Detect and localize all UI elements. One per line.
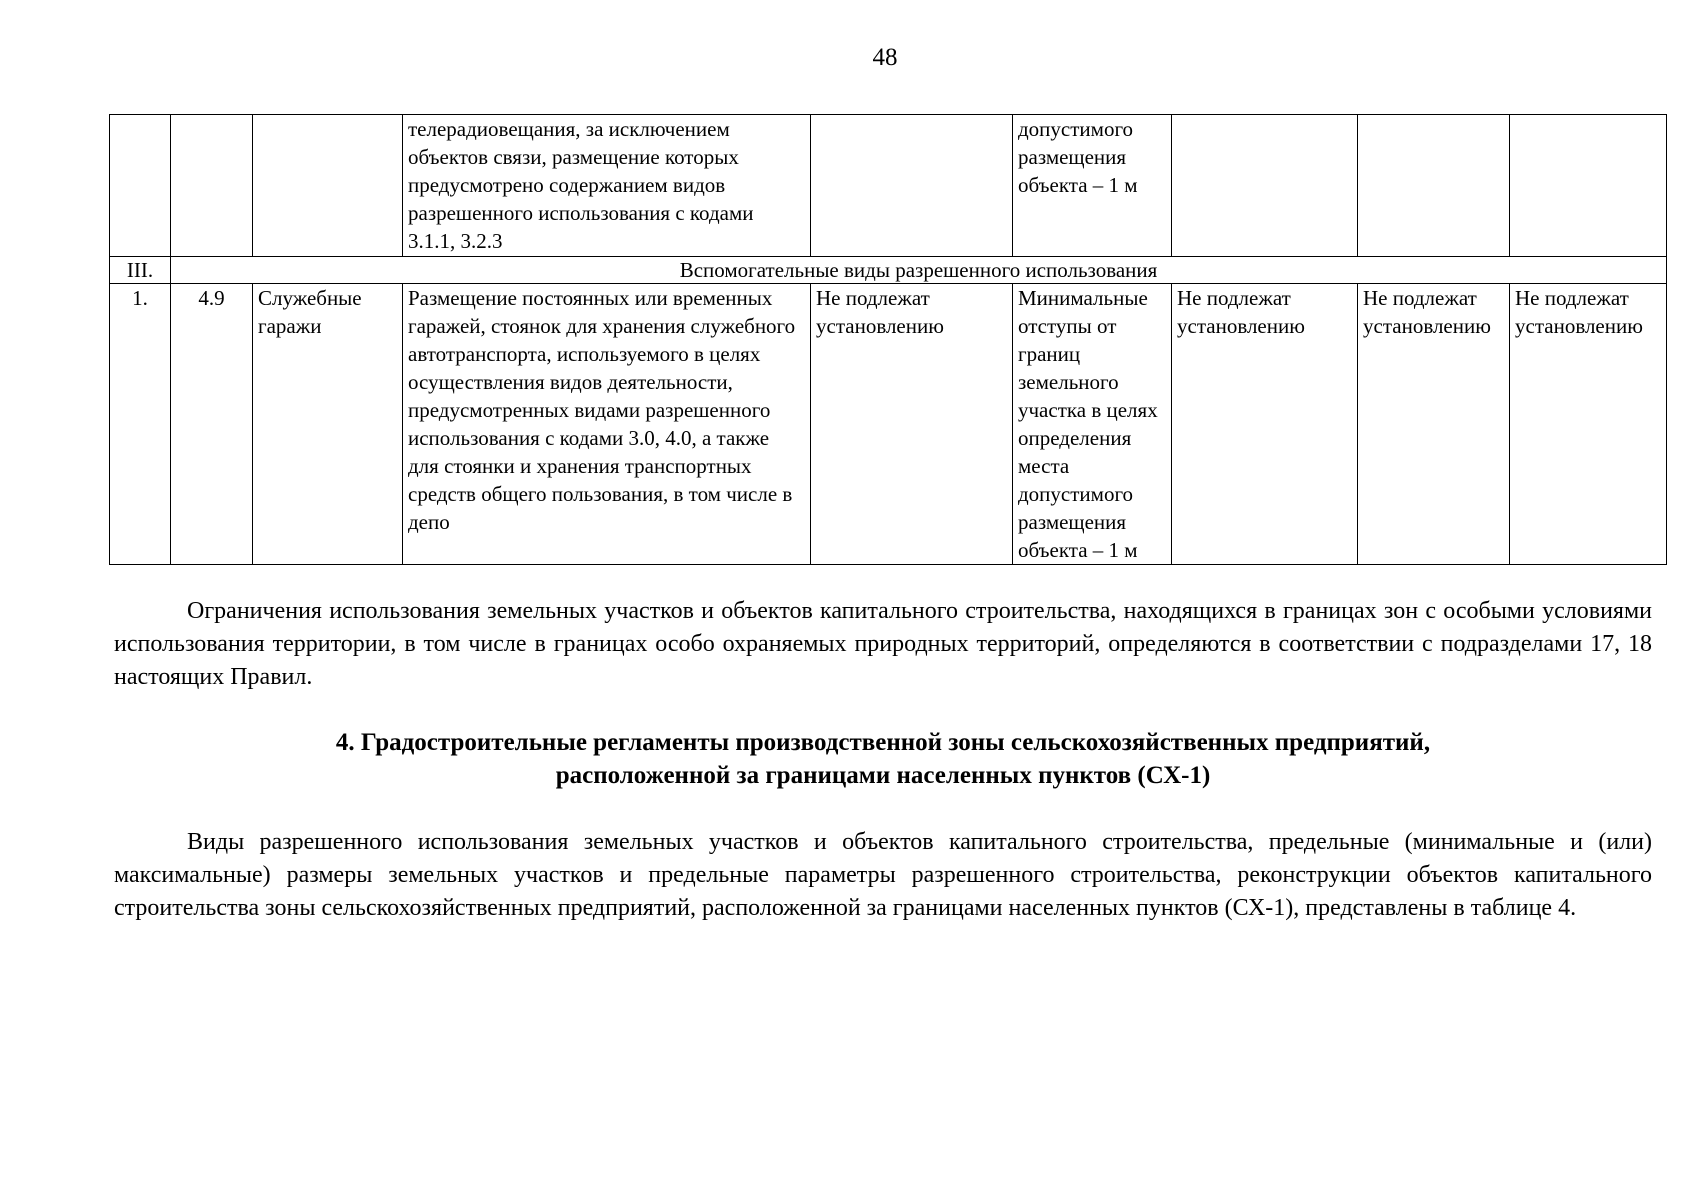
table-cell: [811, 115, 1013, 257]
section-title: Вспомогательные виды разрешенного использования: [171, 257, 1667, 284]
table-row: [110, 284, 1667, 565]
use-name-cell: Служебные гаражи: [253, 284, 403, 565]
table-row-section: [110, 257, 1667, 284]
table-cell: Не подлежат установлению: [811, 284, 1013, 565]
table-cell: Не подлежат установлению: [1510, 284, 1667, 565]
row-number-cell: 1.: [110, 284, 171, 565]
table-row-continued: [110, 115, 1667, 257]
table-cell: Не подлежат установлению: [1172, 284, 1358, 565]
section-heading-line-1: 4. Градостроительные регламенты производственной зоны сельскохозяйственных предприятий,: [335, 729, 1431, 756]
table-cell: Минимальные отступы от границ земельного участка в целях определения места допустимого размещения объекта – 1 м: [1013, 284, 1172, 565]
description-cell: Размещение постоянных или временных гаражей, стоянок для хранения служебного автотранспорта, используемого в целях осуществления видов деятельности, предусмотренных видами разрешенного использования с кодами 3.0, 4.0, а также для стоянки и хранения транспортных средств общего пользования, в том числе в депо: [403, 284, 811, 565]
section-heading-line-2: расположенной за границами населенных пунктов (СХ-1): [555, 762, 1211, 789]
section-heading: [114, 726, 1652, 792]
table-cell: [110, 115, 171, 257]
table-cell: [1510, 115, 1667, 257]
table-cell: [1358, 115, 1510, 257]
section-number: III.: [110, 257, 171, 284]
table-cell: [1172, 115, 1358, 257]
table-cell: [171, 115, 253, 257]
body-paragraph: Виды разрешенного использования земельных участков и объектов капитального строительства, предельные (минимальные и (или) максимальные) размеры земельных участков и предельные параметры разрешенного строительства, реконструкции объектов капитального строительства зоны сельскохозяйственных предприятий, расположенной за границами населенных пунктов (СХ-1), представлены в таблице 4.: [114, 829, 1652, 921]
table-cell: [253, 115, 403, 257]
regulations-table: [109, 114, 1667, 565]
table-cell: допустимого размещения объекта – 1 м: [1013, 115, 1172, 257]
restrictions-paragraph: Ограничения использования земельных участков и объектов капитального строительства, находящихся в границах зон с особыми условиями использования территории, в том числе в границах особо охраняемых природных территорий, определяются в соответствии с подразделами 17, 18 настоящих Правил.: [114, 598, 1652, 690]
table-cell: телерадиовещания, за исключением объектов связи, размещение которых предусмотрено содержанием видов разрешенного использования с кодами 3.1.1, 3.2.3: [403, 115, 811, 257]
code-cell: 4.9: [171, 284, 253, 565]
table-cell: Не подлежат установлению: [1358, 284, 1510, 565]
page-number: 48: [872, 44, 898, 71]
